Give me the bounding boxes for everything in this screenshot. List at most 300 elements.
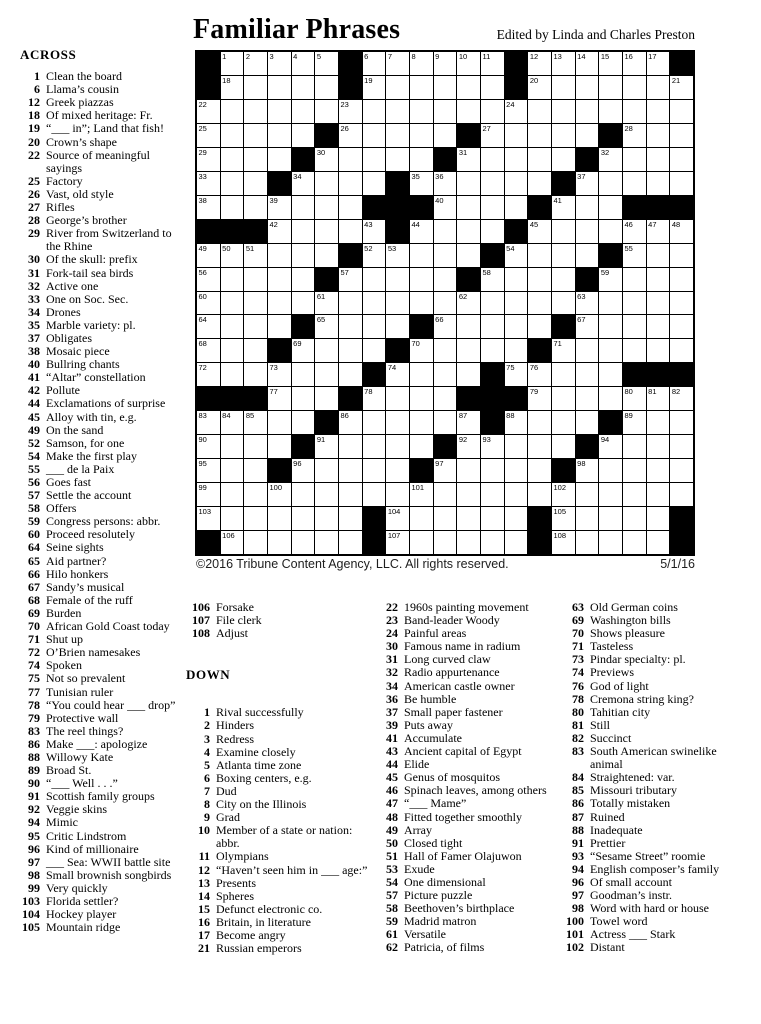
- grid-cell[interactable]: [434, 363, 457, 386]
- grid-cell[interactable]: [292, 363, 315, 386]
- grid-cell[interactable]: [623, 339, 646, 362]
- grid-cell[interactable]: [623, 244, 646, 267]
- grid-cell[interactable]: [599, 52, 622, 75]
- grid-cell[interactable]: [623, 52, 646, 75]
- grid-cell[interactable]: [505, 124, 528, 147]
- grid-cell[interactable]: [457, 363, 480, 386]
- grid-cell[interactable]: [670, 148, 693, 171]
- grid-cell[interactable]: [457, 292, 480, 315]
- grid-cell[interactable]: [670, 315, 693, 338]
- grid-cell[interactable]: [670, 76, 693, 99]
- grid-cell[interactable]: [244, 315, 267, 338]
- grid-cell[interactable]: [197, 483, 220, 506]
- grid-cell[interactable]: [457, 196, 480, 219]
- grid-cell[interactable]: [623, 435, 646, 458]
- grid-cell[interactable]: [647, 339, 670, 362]
- grid-cell[interactable]: [576, 100, 599, 123]
- grid-cell[interactable]: [670, 172, 693, 195]
- grid-cell[interactable]: [315, 387, 338, 410]
- grid-cell[interactable]: [647, 315, 670, 338]
- grid-cell[interactable]: [197, 339, 220, 362]
- grid-cell[interactable]: [410, 268, 433, 291]
- grid-cell[interactable]: [221, 268, 244, 291]
- grid-cell[interactable]: [505, 244, 528, 267]
- grid-cell[interactable]: [410, 531, 433, 554]
- grid-cell[interactable]: [339, 268, 362, 291]
- grid-cell[interactable]: [599, 483, 622, 506]
- grid-cell[interactable]: [244, 435, 267, 458]
- grid-cell[interactable]: [197, 268, 220, 291]
- grid-cell[interactable]: [457, 100, 480, 123]
- grid-cell[interactable]: [197, 363, 220, 386]
- grid-cell[interactable]: [268, 100, 291, 123]
- grid-cell[interactable]: [434, 387, 457, 410]
- grid-cell[interactable]: [244, 196, 267, 219]
- grid-cell[interactable]: [221, 172, 244, 195]
- grid-cell[interactable]: [410, 220, 433, 243]
- grid-cell[interactable]: [339, 220, 362, 243]
- grid-cell[interactable]: [315, 220, 338, 243]
- grid-cell[interactable]: [197, 292, 220, 315]
- grid-cell[interactable]: [434, 292, 457, 315]
- grid-cell[interactable]: [221, 411, 244, 434]
- grid-cell[interactable]: [434, 339, 457, 362]
- grid-cell[interactable]: [647, 435, 670, 458]
- grid-cell[interactable]: [576, 363, 599, 386]
- grid-cell[interactable]: [481, 292, 504, 315]
- grid-cell[interactable]: [505, 339, 528, 362]
- grid-cell[interactable]: [434, 172, 457, 195]
- grid-cell[interactable]: [410, 435, 433, 458]
- grid-cell[interactable]: [576, 124, 599, 147]
- grid-cell[interactable]: [268, 52, 291, 75]
- grid-cell[interactable]: [434, 268, 457, 291]
- grid-cell[interactable]: [315, 76, 338, 99]
- grid-cell[interactable]: [623, 411, 646, 434]
- grid-cell[interactable]: [670, 435, 693, 458]
- grid-cell[interactable]: [552, 100, 575, 123]
- grid-cell[interactable]: [268, 244, 291, 267]
- grid-cell[interactable]: [410, 148, 433, 171]
- grid-cell[interactable]: [268, 315, 291, 338]
- grid-cell[interactable]: [315, 339, 338, 362]
- grid-cell[interactable]: [244, 268, 267, 291]
- grid-cell[interactable]: [623, 76, 646, 99]
- grid-cell[interactable]: [244, 411, 267, 434]
- grid-cell[interactable]: [410, 76, 433, 99]
- grid-cell[interactable]: [481, 220, 504, 243]
- grid-cell[interactable]: [623, 507, 646, 530]
- grid-cell[interactable]: [599, 196, 622, 219]
- grid-cell[interactable]: [363, 52, 386, 75]
- grid-cell[interactable]: [623, 148, 646, 171]
- grid-cell[interactable]: [292, 268, 315, 291]
- grid-cell[interactable]: [647, 220, 670, 243]
- grid-cell[interactable]: [434, 531, 457, 554]
- grid-cell[interactable]: [292, 52, 315, 75]
- grid-cell[interactable]: [268, 76, 291, 99]
- grid-cell[interactable]: [647, 76, 670, 99]
- grid-cell[interactable]: [599, 387, 622, 410]
- grid-cell[interactable]: [434, 244, 457, 267]
- grid-cell[interactable]: [221, 100, 244, 123]
- grid-cell[interactable]: [386, 52, 409, 75]
- grid-cell[interactable]: [552, 363, 575, 386]
- grid-cell[interactable]: [363, 315, 386, 338]
- grid-cell[interactable]: [292, 76, 315, 99]
- grid-cell[interactable]: [505, 100, 528, 123]
- grid-cell[interactable]: [552, 220, 575, 243]
- grid-cell[interactable]: [268, 124, 291, 147]
- grid-cell[interactable]: [434, 483, 457, 506]
- grid-cell[interactable]: [528, 76, 551, 99]
- grid-cell[interactable]: [434, 100, 457, 123]
- grid-cell[interactable]: [363, 411, 386, 434]
- grid-cell[interactable]: [268, 148, 291, 171]
- grid-cell[interactable]: [268, 196, 291, 219]
- grid-cell[interactable]: [244, 172, 267, 195]
- grid-cell[interactable]: [528, 459, 551, 482]
- grid-cell[interactable]: [481, 76, 504, 99]
- grid-cell[interactable]: [315, 531, 338, 554]
- grid-cell[interactable]: [410, 100, 433, 123]
- grid-cell[interactable]: [552, 292, 575, 315]
- grid-cell[interactable]: [528, 100, 551, 123]
- grid-cell[interactable]: [292, 124, 315, 147]
- grid-cell[interactable]: [339, 196, 362, 219]
- grid-cell[interactable]: [434, 411, 457, 434]
- grid-cell[interactable]: [457, 76, 480, 99]
- grid-cell[interactable]: [386, 148, 409, 171]
- grid-cell[interactable]: [221, 52, 244, 75]
- grid-cell[interactable]: [363, 387, 386, 410]
- grid-cell[interactable]: [457, 435, 480, 458]
- grid-cell[interactable]: [386, 363, 409, 386]
- grid-cell[interactable]: [576, 531, 599, 554]
- grid-cell[interactable]: [670, 124, 693, 147]
- grid-cell[interactable]: [434, 124, 457, 147]
- grid-cell[interactable]: [268, 292, 291, 315]
- grid-cell[interactable]: [363, 172, 386, 195]
- grid-cell[interactable]: [386, 387, 409, 410]
- grid-cell[interactable]: [363, 459, 386, 482]
- grid-cell[interactable]: [244, 124, 267, 147]
- grid-cell[interactable]: [481, 124, 504, 147]
- grid-cell[interactable]: [552, 268, 575, 291]
- grid-cell[interactable]: [481, 100, 504, 123]
- grid-cell[interactable]: [292, 483, 315, 506]
- grid-cell[interactable]: [244, 459, 267, 482]
- grid-cell[interactable]: [528, 435, 551, 458]
- grid-cell[interactable]: [339, 531, 362, 554]
- grid-cell[interactable]: [363, 76, 386, 99]
- grid-cell[interactable]: [528, 244, 551, 267]
- grid-cell[interactable]: [339, 100, 362, 123]
- grid-cell[interactable]: [339, 148, 362, 171]
- grid-cell[interactable]: [505, 531, 528, 554]
- grid-cell[interactable]: [576, 52, 599, 75]
- grid-cell[interactable]: [197, 315, 220, 338]
- grid-cell[interactable]: [339, 172, 362, 195]
- grid-cell[interactable]: [292, 339, 315, 362]
- grid-cell[interactable]: [599, 459, 622, 482]
- grid-cell[interactable]: [528, 387, 551, 410]
- grid-cell[interactable]: [457, 339, 480, 362]
- grid-cell[interactable]: [599, 292, 622, 315]
- grid-cell[interactable]: [552, 244, 575, 267]
- grid-cell[interactable]: [339, 411, 362, 434]
- grid-cell[interactable]: [599, 315, 622, 338]
- grid-cell[interactable]: [292, 292, 315, 315]
- grid-cell[interactable]: [528, 363, 551, 386]
- grid-cell[interactable]: [552, 531, 575, 554]
- grid-cell[interactable]: [505, 363, 528, 386]
- grid-cell[interactable]: [505, 435, 528, 458]
- grid-cell[interactable]: [623, 315, 646, 338]
- grid-cell[interactable]: [221, 483, 244, 506]
- grid-cell[interactable]: [481, 315, 504, 338]
- grid-cell[interactable]: [599, 100, 622, 123]
- grid-cell[interactable]: [434, 52, 457, 75]
- grid-cell[interactable]: [221, 435, 244, 458]
- grid-cell[interactable]: [552, 483, 575, 506]
- grid-cell[interactable]: [481, 435, 504, 458]
- grid-cell[interactable]: [268, 531, 291, 554]
- grid-cell[interactable]: [481, 196, 504, 219]
- grid-cell[interactable]: [647, 148, 670, 171]
- grid-cell[interactable]: [315, 100, 338, 123]
- grid-cell[interactable]: [197, 507, 220, 530]
- grid-cell[interactable]: [292, 387, 315, 410]
- grid-cell[interactable]: [481, 531, 504, 554]
- grid-cell[interactable]: [292, 220, 315, 243]
- grid-cell[interactable]: [434, 507, 457, 530]
- grid-cell[interactable]: [315, 148, 338, 171]
- grid-cell[interactable]: [599, 435, 622, 458]
- grid-cell[interactable]: [292, 100, 315, 123]
- grid-cell[interactable]: [339, 459, 362, 482]
- grid-cell[interactable]: [197, 100, 220, 123]
- grid-cell[interactable]: [292, 411, 315, 434]
- grid-cell[interactable]: [528, 268, 551, 291]
- grid-cell[interactable]: [339, 124, 362, 147]
- grid-cell[interactable]: [647, 507, 670, 530]
- grid-cell[interactable]: [481, 268, 504, 291]
- grid-cell[interactable]: [410, 339, 433, 362]
- grid-cell[interactable]: [481, 339, 504, 362]
- grid-cell[interactable]: [505, 172, 528, 195]
- grid-cell[interactable]: [623, 220, 646, 243]
- grid-cell[interactable]: [244, 483, 267, 506]
- grid-cell[interactable]: [386, 531, 409, 554]
- grid-cell[interactable]: [552, 76, 575, 99]
- grid-cell[interactable]: [244, 244, 267, 267]
- grid-cell[interactable]: [599, 76, 622, 99]
- grid-cell[interactable]: [528, 124, 551, 147]
- grid-cell[interactable]: [410, 411, 433, 434]
- grid-cell[interactable]: [292, 244, 315, 267]
- grid-cell[interactable]: [315, 459, 338, 482]
- grid-cell[interactable]: [599, 507, 622, 530]
- grid-cell[interactable]: [315, 244, 338, 267]
- grid-cell[interactable]: [268, 483, 291, 506]
- grid-cell[interactable]: [363, 244, 386, 267]
- grid-cell[interactable]: [457, 315, 480, 338]
- grid-cell[interactable]: [363, 124, 386, 147]
- grid-cell[interactable]: [552, 435, 575, 458]
- grid-cell[interactable]: [292, 531, 315, 554]
- grid-cell[interactable]: [315, 196, 338, 219]
- grid-cell[interactable]: [339, 292, 362, 315]
- grid-cell[interactable]: [315, 52, 338, 75]
- grid-cell[interactable]: [434, 76, 457, 99]
- grid-cell[interactable]: [647, 531, 670, 554]
- grid-cell[interactable]: [244, 292, 267, 315]
- grid-cell[interactable]: [244, 339, 267, 362]
- grid-cell[interactable]: [623, 387, 646, 410]
- grid-cell[interactable]: [410, 387, 433, 410]
- grid-cell[interactable]: [244, 531, 267, 554]
- grid-cell[interactable]: [363, 435, 386, 458]
- grid-cell[interactable]: [268, 411, 291, 434]
- grid-cell[interactable]: [386, 100, 409, 123]
- grid-cell[interactable]: [623, 459, 646, 482]
- grid-cell[interactable]: [528, 315, 551, 338]
- grid-cell[interactable]: [505, 315, 528, 338]
- grid-cell[interactable]: [670, 292, 693, 315]
- grid-cell[interactable]: [197, 148, 220, 171]
- grid-cell[interactable]: [457, 172, 480, 195]
- grid-cell[interactable]: [434, 220, 457, 243]
- grid-cell[interactable]: [552, 124, 575, 147]
- grid-cell[interactable]: [505, 292, 528, 315]
- grid-cell[interactable]: [197, 124, 220, 147]
- grid-cell[interactable]: [647, 483, 670, 506]
- grid-cell[interactable]: [576, 507, 599, 530]
- grid-cell[interactable]: [457, 244, 480, 267]
- grid-cell[interactable]: [410, 292, 433, 315]
- grid-cell[interactable]: [339, 435, 362, 458]
- grid-cell[interactable]: [528, 411, 551, 434]
- grid-cell[interactable]: [647, 244, 670, 267]
- grid-cell[interactable]: [410, 244, 433, 267]
- grid-cell[interactable]: [623, 100, 646, 123]
- grid-cell[interactable]: [647, 124, 670, 147]
- grid-cell[interactable]: [386, 124, 409, 147]
- grid-cell[interactable]: [221, 339, 244, 362]
- grid-cell[interactable]: [481, 148, 504, 171]
- grid-cell[interactable]: [363, 292, 386, 315]
- grid-cell[interactable]: [315, 507, 338, 530]
- grid-cell[interactable]: [292, 196, 315, 219]
- grid-cell[interactable]: [221, 76, 244, 99]
- grid-cell[interactable]: [386, 315, 409, 338]
- grid-cell[interactable]: [244, 363, 267, 386]
- grid-cell[interactable]: [670, 339, 693, 362]
- grid-cell[interactable]: [244, 76, 267, 99]
- grid-cell[interactable]: [576, 172, 599, 195]
- grid-cell[interactable]: [623, 531, 646, 554]
- grid-cell[interactable]: [552, 52, 575, 75]
- grid-cell[interactable]: [457, 220, 480, 243]
- grid-cell[interactable]: [315, 315, 338, 338]
- grid-cell[interactable]: [528, 148, 551, 171]
- grid-cell[interactable]: [339, 483, 362, 506]
- grid-cell[interactable]: [647, 52, 670, 75]
- grid-cell[interactable]: [481, 459, 504, 482]
- grid-cell[interactable]: [268, 268, 291, 291]
- grid-cell[interactable]: [386, 268, 409, 291]
- grid-cell[interactable]: [386, 244, 409, 267]
- grid-cell[interactable]: [576, 387, 599, 410]
- grid-cell[interactable]: [528, 483, 551, 506]
- grid-cell[interactable]: [528, 220, 551, 243]
- grid-cell[interactable]: [244, 100, 267, 123]
- grid-cell[interactable]: [386, 76, 409, 99]
- grid-cell[interactable]: [386, 459, 409, 482]
- grid-cell[interactable]: [315, 292, 338, 315]
- grid-cell[interactable]: [410, 172, 433, 195]
- grid-cell[interactable]: [552, 339, 575, 362]
- grid-cell[interactable]: [647, 100, 670, 123]
- grid-cell[interactable]: [244, 148, 267, 171]
- grid-cell[interactable]: [670, 220, 693, 243]
- grid-cell[interactable]: [292, 507, 315, 530]
- grid-cell[interactable]: [386, 507, 409, 530]
- grid-cell[interactable]: [576, 339, 599, 362]
- grid-cell[interactable]: [410, 507, 433, 530]
- grid-cell[interactable]: [552, 196, 575, 219]
- grid-cell[interactable]: [221, 363, 244, 386]
- grid-cell[interactable]: [221, 292, 244, 315]
- grid-cell[interactable]: [363, 220, 386, 243]
- grid-cell[interactable]: [528, 172, 551, 195]
- grid-cell[interactable]: [197, 411, 220, 434]
- grid-cell[interactable]: [410, 124, 433, 147]
- grid-cell[interactable]: [576, 76, 599, 99]
- grid-cell[interactable]: [552, 387, 575, 410]
- grid-cell[interactable]: [457, 507, 480, 530]
- grid-cell[interactable]: [221, 507, 244, 530]
- grid-cell[interactable]: [363, 148, 386, 171]
- grid-cell[interactable]: [505, 411, 528, 434]
- grid-cell[interactable]: [339, 363, 362, 386]
- grid-cell[interactable]: [434, 315, 457, 338]
- grid-cell[interactable]: [410, 483, 433, 506]
- grid-cell[interactable]: [434, 459, 457, 482]
- grid-cell[interactable]: [292, 459, 315, 482]
- grid-cell[interactable]: [221, 459, 244, 482]
- grid-cell[interactable]: [221, 148, 244, 171]
- grid-cell[interactable]: [552, 507, 575, 530]
- grid-cell[interactable]: [197, 244, 220, 267]
- grid-cell[interactable]: [576, 196, 599, 219]
- grid-cell[interactable]: [386, 435, 409, 458]
- grid-cell[interactable]: [599, 268, 622, 291]
- grid-cell[interactable]: [363, 483, 386, 506]
- grid-cell[interactable]: [197, 172, 220, 195]
- grid-cell[interactable]: [363, 268, 386, 291]
- grid-cell[interactable]: [268, 220, 291, 243]
- grid-cell[interactable]: [576, 483, 599, 506]
- grid-cell[interactable]: [363, 339, 386, 362]
- grid-cell[interactable]: [315, 483, 338, 506]
- grid-cell[interactable]: [457, 483, 480, 506]
- grid-cell[interactable]: [670, 244, 693, 267]
- grid-cell[interactable]: [599, 172, 622, 195]
- grid-cell[interactable]: [481, 507, 504, 530]
- grid-cell[interactable]: [670, 387, 693, 410]
